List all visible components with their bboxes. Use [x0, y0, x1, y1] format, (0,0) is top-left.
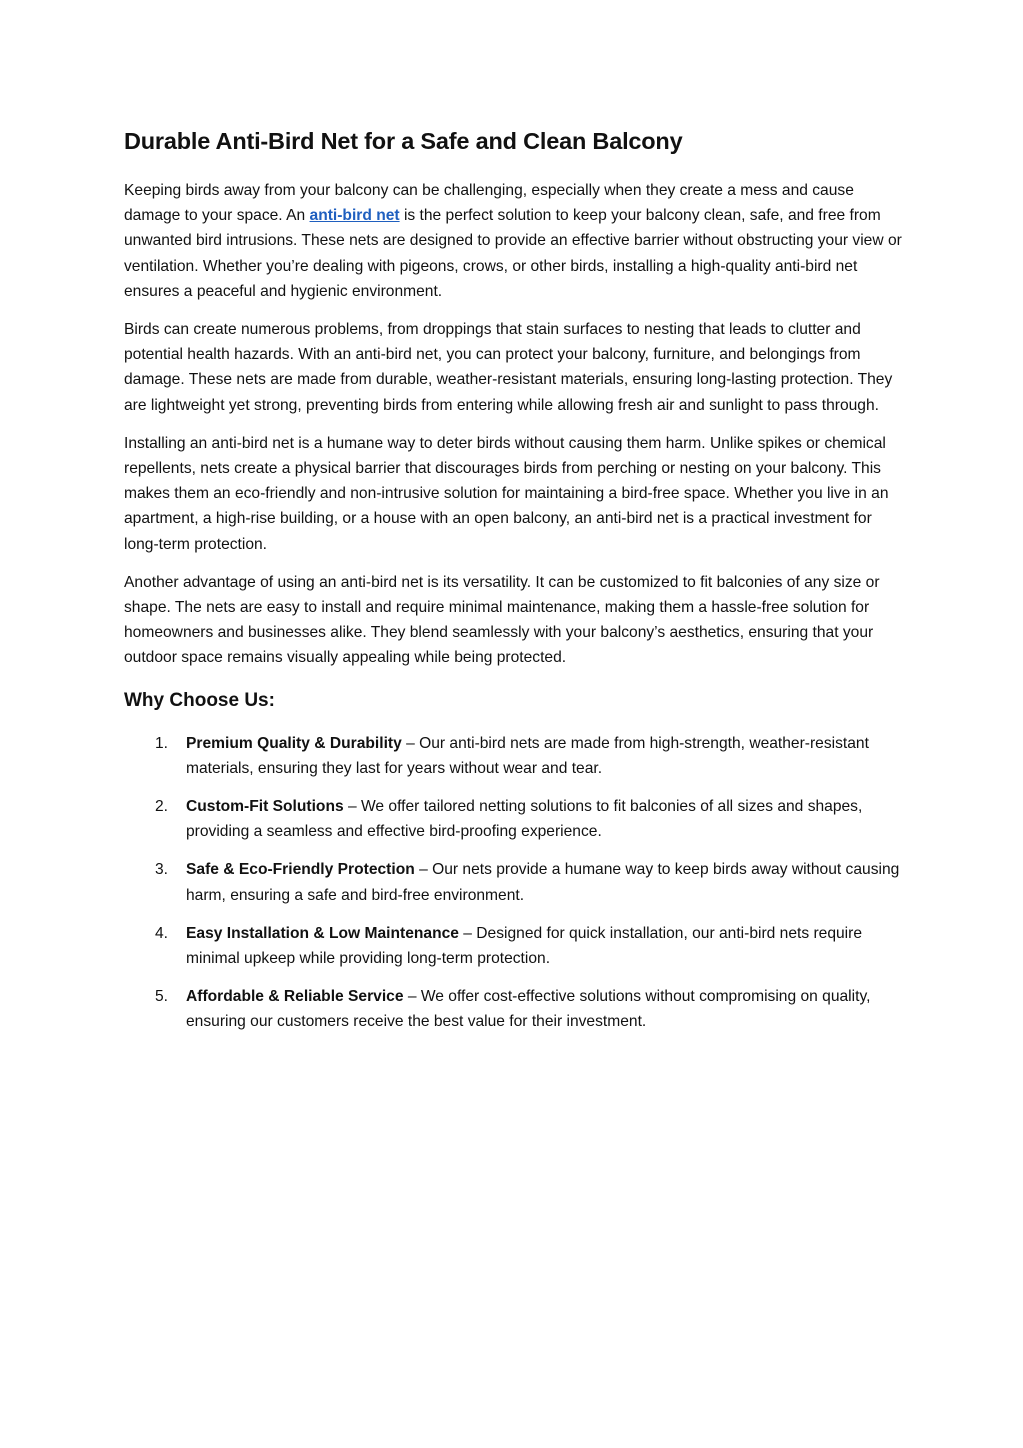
list-item-number: 4. [155, 924, 169, 942]
document-page [124, 124, 902, 1048]
intro-paragraph [124, 178, 902, 304]
list-item-number: 1. [155, 734, 169, 752]
list-item-number: 3. [155, 861, 169, 879]
list-item-text: – Our anti-bird nets are made from high-strength, weather-resistant materials, ensuring they last for years without wear and tear. [186, 734, 869, 777]
list-item-text: – We offer tailored netting solutions to fit balconies of all sizes and shapes, providing a seamless and effective bird-proofing experience. [186, 798, 863, 841]
why-choose-us-heading: Why Choose Us: [124, 689, 275, 711]
list-item [124, 857, 902, 907]
body-paragraph: Another advantage of using an anti-bird net is its versatility. It can be customized to fit balconies of any size or shape. The nets are easy to install and require minimal maintenance, making them a hassle-free solution for homeowners and businesses alike. They blend seamlessly with your balcony’s aesthetics, ensuring that your outdoor space remains visually appealing while being protected. [124, 573, 880, 667]
list-item-text: – We offer cost-effective solutions without compromising on quality, ensuring our customers receive the best value for their investment. [186, 988, 871, 1031]
list-item-term: Safe & Eco-Friendly Protection [186, 861, 415, 879]
list-item-text: – Our nets provide a humane way to keep birds away without causing harm, ensuring a safe and bird-free environment. [186, 861, 900, 904]
list-item-number: 2. [155, 798, 169, 816]
list-item [124, 921, 902, 971]
benefits-list [124, 731, 902, 1035]
list-item-term: Custom-Fit Solutions [186, 798, 344, 816]
list-item-term: Premium Quality & Durability [186, 734, 402, 752]
body-paragraph: Birds can create numerous problems, from droppings that stain surfaces to nesting that leads to clutter and potential health hazards. With an anti-bird net, you can protect your balcony, furniture, and belongings from damage. These nets are made from durable, weather-resistant materials, ensuring long-lasting protection. They are lightweight yet strong, preventing birds from entering while allowing fresh air and sunlight to pass through. [124, 321, 893, 414]
list-item [124, 794, 902, 844]
list-item-term: Easy Installation & Low Maintenance [186, 924, 459, 942]
intro-text-before-link: Keeping birds away from your balcony can be challenging, especially when they create a mess and cause damage to your space. An [124, 182, 854, 225]
intro-text-after-link: is the perfect solution to keep your balcony clean, safe, and free from unwanted bird intrusions. These nets are designed to provide an effective barrier without obstructing your view or ventilation. Whether you’re dealing with pigeons, crows, or other birds, installing a high-quality anti-bird net ensures a peaceful and hygienic environment. [124, 207, 902, 300]
list-item-text: – Designed for quick installation, our anti-bird nets require minimal upkeep while providing long-term protection. [186, 924, 863, 968]
list-item-number: 5. [155, 988, 169, 1006]
list-item [124, 731, 902, 781]
list-item [124, 984, 902, 1034]
list-item-term: Affordable & Reliable Service [186, 988, 404, 1006]
anti-bird-net-link[interactable]: anti-bird net [309, 207, 400, 225]
body-paragraph: Installing an anti-bird net is a humane way to deter birds without causing them harm. Unlike spikes or chemical repellents, nets create a physical barrier that discourages birds from perching or nesting on your balcony. This makes them an eco-friendly and non-intrusive solution for maintaining a bird-free space. Whether you live in an apartment, a high-rise building, or a house with an open balcony, an anti-bird net is a practical investment for long-term protection. [124, 434, 889, 553]
page-title: Durable Anti-Bird Net for a Safe and Clean Balcony [124, 128, 683, 154]
